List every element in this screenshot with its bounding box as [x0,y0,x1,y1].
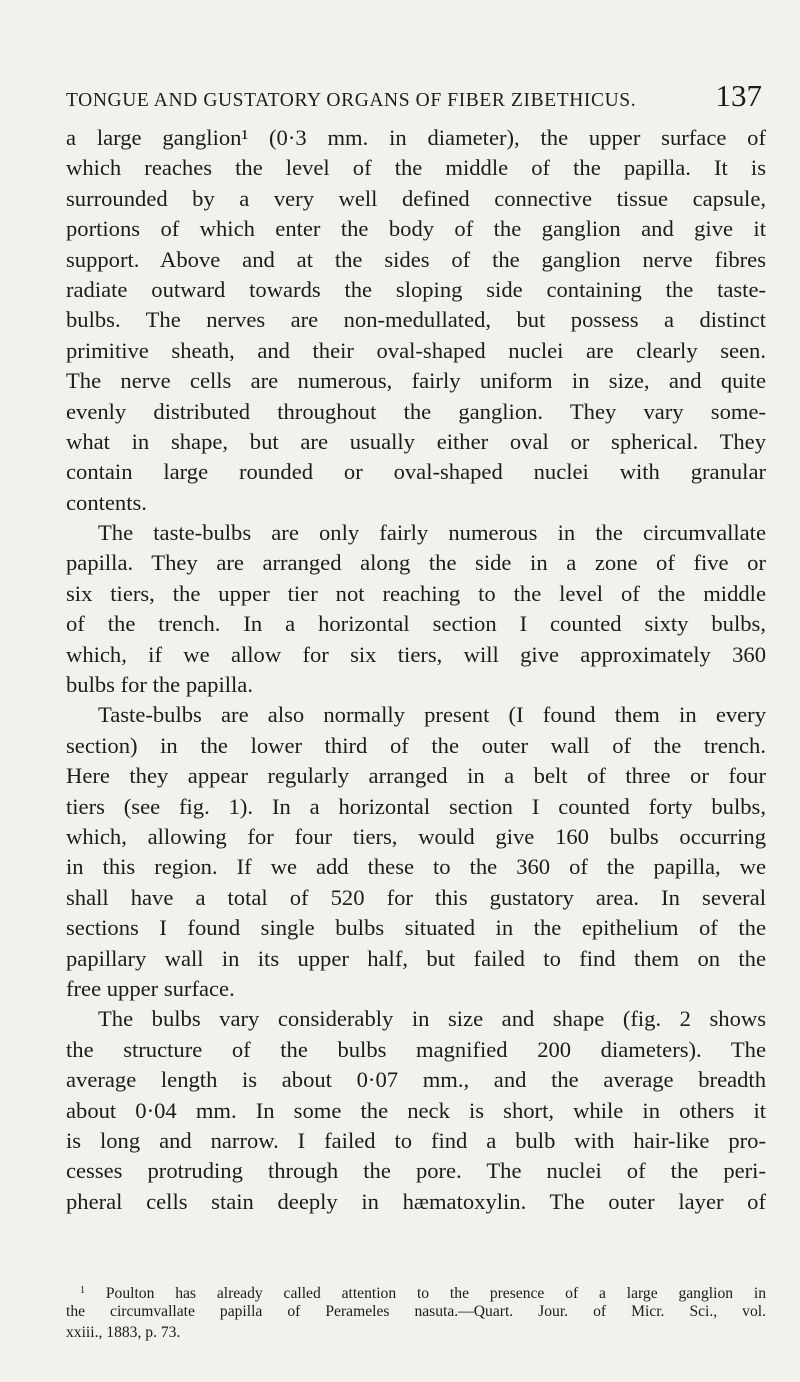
footnotes [66,1280,766,1343]
footnote-line: the circumvallate papilla of Perameles nasuta.—Quart. Jour. of Micr. Sci., vol. [66,1303,766,1320]
text-line: section) in the lower third of the outer wall of the trench. [66,732,766,758]
text-line: free upper surface. [66,975,235,1001]
text-line: which reaches the level of the middle of the papilla. It is [66,155,766,181]
text-line: about 0·04 mm. In some the neck is short, while in others it [66,1097,766,1123]
running-head [62,76,762,116]
text-line: papilla. They are arranged along the side in a zone of five or [66,550,766,576]
text-line: which, allowing for four tiers, would give 160 bulbs occurring [66,823,766,849]
text-line: The taste-bulbs are only fairly numerous in the circumvallate [98,520,766,546]
text-line: surrounded by a very well defined connective tissue capsule, [66,185,766,211]
text-line: radiate outward towards the sloping side containing the taste- [66,276,766,302]
text-line: pheral cells stain deeply in hæmatoxylin. The outer layer of [66,1188,766,1214]
text-line: contents. [66,489,147,515]
text-line: support. Above and at the sides of the ganglion nerve fibres [66,246,766,272]
text-line: evenly distributed throughout the ganglion. They vary some- [66,398,766,424]
text-line: six tiers, the upper tier not reaching to the level of the middle [66,580,766,606]
text-line: tiers (see fig. 1). In a horizontal section I counted forty bulbs, [66,793,766,819]
text-line: Taste-bulbs are also normally present (I found them in every [98,702,766,728]
text-line: the structure of the bulbs magnified 200 diameters). The [66,1036,766,1062]
text-line: portions of which enter the body of the ganglion and give it [66,216,766,242]
text-line: Here they appear regularly arranged in a belt of three or four [66,763,766,789]
text-line: cesses protruding through the pore. The nuclei of the peri- [66,1158,766,1184]
text-line: The bulbs vary considerably in size and shape (fig. 2 shows [98,1006,766,1032]
text-line: bulbs for the papilla. [66,672,253,698]
page-number: 137 [715,78,762,113]
text-line: bulbs. The nerves are non-medullated, but possess a distinct [66,307,766,333]
text-line: contain large rounded or oval-shaped nuclei with granular [66,459,766,485]
text-line: a large ganglion¹ (0·3 mm. in diameter), the upper surface of [66,125,766,150]
text-line: in this region. If we add these to the 360 of the papilla, we [66,854,766,880]
running-title: TONGUE AND GUSTATORY ORGANS OF FIBER ZIBETHICUS. [66,90,637,111]
text-line: primitive sheath, and their oval-shaped nuclei are clearly seen. [66,337,766,363]
footnote-line: xxiii., 1883, p. 73. [66,1324,181,1341]
body-text [66,123,766,1217]
footnote-marker: 1 [80,1285,85,1296]
text-line: what in shape, but are usually either oval or spherical. They [66,428,766,454]
text-line: average length is about 0·07 mm., and the average breadth [66,1067,766,1093]
text-line: papillary wall in its upper half, but failed to find them on the [66,945,766,971]
text-line: sections I found single bulbs situated in the epithelium of the [66,915,766,941]
text-line: is long and narrow. I failed to find a bulb with hair-like pro- [66,1127,766,1153]
text-line: of the trench. In a horizontal section I counted sixty bulbs, [66,611,766,637]
text-line: which, if we allow for six tiers, will give approximately 360 [66,641,766,667]
footnote-line [66,1280,766,1301]
footnote-text: Poulton has already called attention to the presence of a large ganglion in [105,1285,766,1302]
text-line: shall have a total of 520 for this gustatory area. In several [66,884,766,910]
text-line: The nerve cells are numerous, fairly uniform in size, and quite [66,368,766,394]
